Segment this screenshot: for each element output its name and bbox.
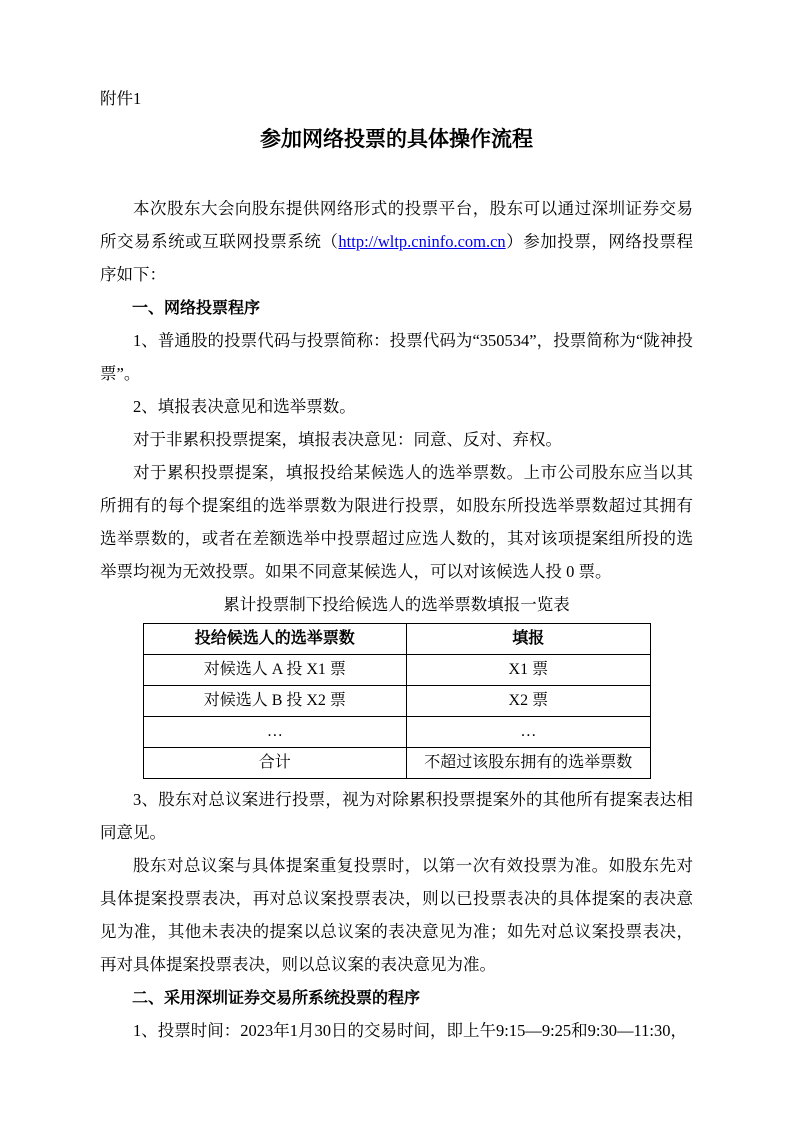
table-header-cell: 投给候选人的选举票数 — [143, 624, 407, 655]
table-header-row — [143, 624, 650, 655]
table-header-cell: 填报 — [407, 624, 650, 655]
table-row — [143, 748, 650, 779]
table-row — [143, 717, 650, 748]
table-cell: X1 票 — [407, 655, 650, 686]
table-cell: 对候选人 A 投 X1 票 — [143, 655, 407, 686]
intro-text-before-link: 本次股东大会向股东提供网络形式的投票平台，股东可以通过深圳证券交易所交易系统或互联网投票系统（ — [100, 199, 693, 251]
section1-heading: 一、网络投票程序 — [132, 298, 261, 317]
intro-text-after-link: ）参加投票，网络投票程序如下： — [100, 232, 694, 284]
page-title: 参加网络投票的具体操作流程 — [260, 127, 533, 151]
table-cell: 合计 — [143, 748, 407, 779]
section2-heading: 二、采用深圳证券交易所系统投票的程序 — [132, 988, 421, 1007]
section1-item2: 2、填报表决意见和选举票数。 — [133, 397, 356, 416]
table-cell: 对候选人 B 投 X2 票 — [143, 686, 407, 717]
table-cell: X2 票 — [407, 686, 650, 717]
table-row — [143, 655, 650, 686]
voting-system-link[interactable]: http://wltp.cninfo.com.cn — [338, 232, 506, 251]
vote-table-caption: 累计投票制下投给候选人的选举票数填报一览表 — [223, 595, 570, 614]
section2-item1: 1、投票时间：2023年1月30日的交易时间，即上午9:15—9:25和9:30—11:30， — [133, 1021, 687, 1040]
attachment-label: 附件1 — [100, 89, 142, 108]
intro-paragraph — [100, 192, 693, 291]
table-cell: … — [143, 717, 407, 748]
vote-table — [143, 623, 651, 779]
section1-para-repeat-voting: 股东对总议案与具体提案重复投票时，以第一次有效投票为准。如股东先对具体提案投票表决，再对总议案投票表决，则以已投票表决的具体提案的表决意见为准，其他未表决的提案以总议案的表决意见为准；如先对总议案投票表决，再对具体提案投票表决，则以总议案的表决意见为准。 — [100, 856, 693, 974]
section1-item3: 3、股东对总议案进行投票，视为对除累积投票提案外的其他所有提案表达相同意见。 — [100, 790, 693, 842]
section1-para-cumulative: 对于累积投票提案，填报投给某候选人的选举票数。上市公司股东应当以其所拥有的每个提案组的选举票数为限进行投票，如股东所投选举票数超过其拥有选举票数的，或者在差额选举中投票超过应选人数的，其对该项提案组所投的选举票均视为无效投票。如果不同意某候选人，可以对该候选人投 0 票。 — [100, 463, 693, 581]
table-cell: 不超过该股东拥有的选举票数 — [407, 748, 650, 779]
section1-item1: 1、普通股的投票代码与投票简称：投票代码为“350534”，投票简称为“陇神投票”。 — [100, 331, 693, 383]
section1-para-non-cumulative: 对于非累积投票提案，填报表决意见：同意、反对、弃权。 — [133, 430, 562, 449]
table-cell: … — [407, 717, 650, 748]
table-row — [143, 686, 650, 717]
